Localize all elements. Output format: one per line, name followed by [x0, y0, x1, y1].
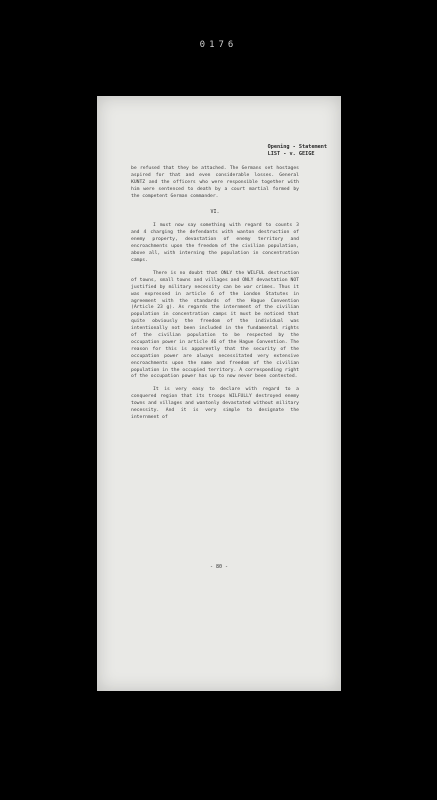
paragraph-2: I must now say something with regard to counts 3 and 4 charging the defendants with wanton destruction of enemy property, devastation of enemy territory and encroachments upon the freedom of the civilian population, above all, with interning the population in concentration camps. — [131, 223, 299, 263]
document-page — [97, 96, 341, 691]
page-number: - 80 - — [209, 564, 229, 570]
paragraph-4: It is very easy to declare with regard to a conquered region that its troops WILFULLY destroyed enemy towns and villages and wantonly devastated without military necessity. And it is very simple to designate the internment of — [131, 387, 299, 420]
header-case: LIST - v. GEIGE — [267, 151, 315, 157]
document-body — [131, 166, 299, 422]
microfilm-frame-number: 0176 — [199, 40, 238, 50]
paragraph-1: be refused that they be attached. The Germans set hostages aspired for that and even considerable losses. General KUNTZ and the officers who were responsible together with him were sentenced to death by a court martial formed by the competent German commander. — [131, 166, 299, 199]
header-title: Opening - Statement — [267, 144, 327, 150]
paragraph-3: There is no doubt that ONLY the WILFUL destruction of towns, small towns and villages and ONLY devastation NOT justified by military necessity can be war crimes. Thus it was expressed in article 6 of the London Statutes in agreement with the standards of the Hague Convention (Article 23 g). As regards the internment of the civilian population in concentration camps it must be noticed that quite obviously the freedom of the individual was intentionally not been included in the fundamental rights of the civilian population to be respected by the occupation power in article 46 of the Hague Convention. The reason for this is apparently that the security of the occupation power are always necessitated very extensive encroachments upon the name and freedom of the civilian population in the occupied territory. A corresponding right of the occupation power has up to now never been contested. — [131, 270, 299, 380]
document-header — [268, 144, 327, 158]
section-numeral: VI. — [210, 208, 220, 215]
